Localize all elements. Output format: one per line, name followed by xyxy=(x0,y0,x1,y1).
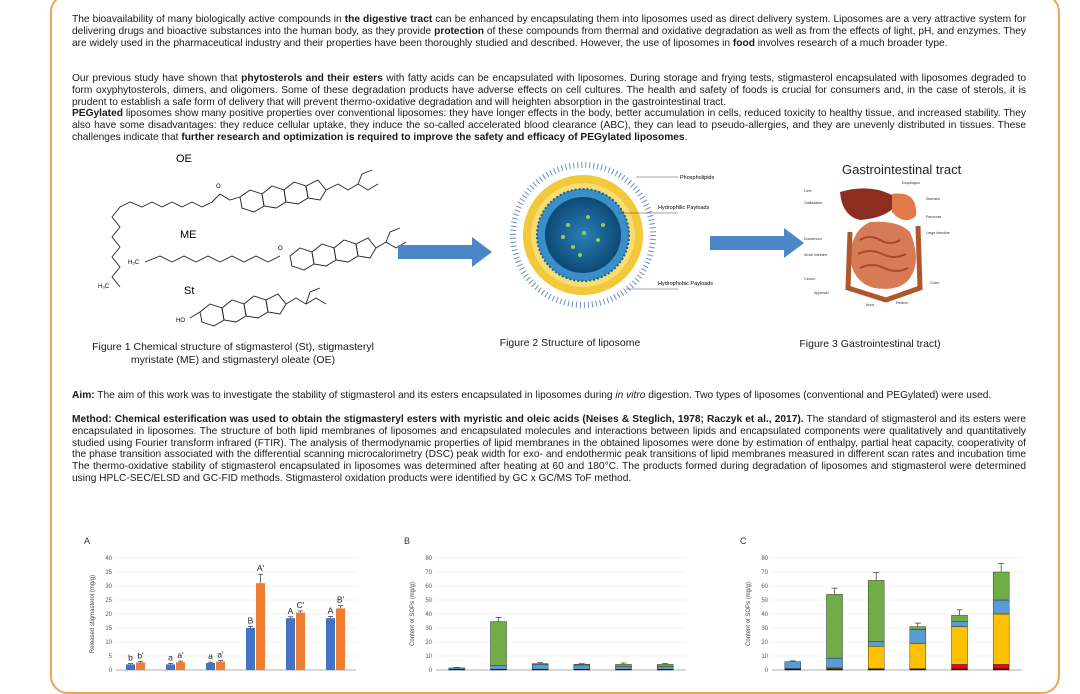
label-appendix: Appendix xyxy=(814,291,829,295)
p1-run: protection xyxy=(434,25,484,37)
p1-run: of these compounds from thermal and oxidative degradation as well as from the effects of light, pH, and enzymes. They are widely used in the pharmaceutical industry and their properties have been thoroughly studied and described. However, the use of liposomes in xyxy=(72,25,1027,49)
p3-run: . xyxy=(684,131,688,143)
bar-segment xyxy=(532,664,548,669)
y-tick-label: 10 xyxy=(425,654,432,660)
label-duodenum: Duodenum xyxy=(804,237,822,241)
intro-paragraph-3 xyxy=(72,108,1026,143)
data-label: B xyxy=(247,615,254,626)
label-oe: OE xyxy=(176,153,192,165)
p3-run: further research and optimization is required to improve the safety and efficacy of PEGylated liposomes xyxy=(181,131,685,143)
data-label: a xyxy=(168,652,173,663)
bar xyxy=(126,664,135,670)
arrow-2-icon xyxy=(710,228,806,258)
bar-segment xyxy=(491,622,507,666)
data-label: a' xyxy=(217,649,224,660)
label-small-intestine: Small intestine xyxy=(804,253,828,257)
p1-run: food xyxy=(732,37,755,49)
bar-segment xyxy=(449,668,465,669)
y-tick-label: 70 xyxy=(761,570,768,576)
bar-segment xyxy=(785,669,801,670)
y-tick-label: 10 xyxy=(761,654,768,660)
label-stomach: Stomach xyxy=(926,197,941,201)
y-tick-label: 35 xyxy=(105,570,112,576)
y-tick-label: 20 xyxy=(105,612,112,618)
bar xyxy=(296,613,305,670)
aim-run: digestion. Two types of liposomes (conventional and PEGylated) were used. xyxy=(645,390,992,401)
label-h3c-me: H₃C xyxy=(128,260,140,266)
y-tick-label: 50 xyxy=(425,598,432,604)
label-esophagus: Esophagus xyxy=(902,181,920,185)
figure-3-caption: Figure 3 Gastrointestinal tract) xyxy=(799,338,941,350)
label-hydrophobic: Hydrophobic Payloads xyxy=(658,281,714,287)
figure-2-caption: Figure 2 Structure of liposome xyxy=(499,337,641,349)
bar-segment xyxy=(574,665,590,669)
aim-paragraph xyxy=(72,390,1026,402)
bar-segment xyxy=(952,615,968,621)
y-tick-label: 60 xyxy=(425,584,432,590)
label-cecum: Cecum xyxy=(804,277,816,281)
bar-segment xyxy=(574,664,590,665)
p2-run: with fatty acids can be encapsulated with liposomes. During storage and frying tests, stigmasterol encapsulated with liposomes degraded to form oxyphytosterols, dimers, and oligomers. Some of these degradation products have adverse effects on cell cultures. The health and safety of foods is crucial for consumers and, in the case of sterols, it is prudent to establish a safe form of delivery that will prevent thermo-oxidative degradation and will heighten absorption in the gastrointestinal tract. xyxy=(72,73,1026,108)
panel-label: B xyxy=(404,536,411,546)
p3-run: PEGylated xyxy=(72,108,123,119)
data-label: a' xyxy=(177,650,184,661)
y-tick-label: 25 xyxy=(105,598,112,604)
p2-run: Our previous study have shown that xyxy=(72,73,242,84)
bar xyxy=(216,662,225,670)
bar-segment xyxy=(952,664,968,668)
gi-title: Gastrointestinal tract xyxy=(842,162,962,177)
bar xyxy=(336,608,345,670)
p2-run: phytosterols and their esters xyxy=(241,73,383,84)
label-st: St xyxy=(184,285,195,297)
y-tick-label: 30 xyxy=(105,584,112,590)
figure-1-caption: Figure 1 Chemical structure of stigmasterol (St), stigmasteryl myristate (ME) and stigmasteryl oleate (OE) xyxy=(92,341,374,366)
y-tick-label: 20 xyxy=(761,640,768,646)
bar-segment xyxy=(910,627,926,630)
label-phospholipids: Phospholipids xyxy=(680,175,715,181)
method-text: The standard of stigmasterol and its esters were encapsulated in liposomes. The structure of both lipid membranes of liposomes and encapsulated molecules and interactions between lipids and encapsulated components were qualitatively and quantitatively studied using Fourier transform infrared (FTIR). The analysis of thermodynamic properties of lipid membranes in the obtained liposomes were done by estimation of enthalpy, partial heat capacity, cooperativity of the phase transition associated with the differential scanning microcalorimetry (DSC) peak width for exo- and endothermic peak transitions of lipid membranes measured in different scan rates and incubation time The thermo-oxidative stability of stigmasterol encapsulated in liposomes was determined after heating at 60 and 180°C. The products formed during degradation of liposomes and stigmasterol were determined using HPLC-SEC/ELSD and GC-FID methods. Stigmasterol oxidation products were identified by GC x GC/MS ToF method. xyxy=(72,414,1026,484)
data-label: C' xyxy=(296,599,305,610)
y-tick-label: 40 xyxy=(425,612,432,618)
label-hydrophilic: Hydrophilic Payloads xyxy=(658,205,710,211)
y-tick-label: 15 xyxy=(105,626,112,632)
data-label: A xyxy=(287,605,294,616)
p1-run: The bioavailability of many biologically active compounds in xyxy=(72,14,345,25)
p1-run: can be enhanced by encapsulating them into liposomes used as direct delivery system. Liposomes are a very attractive system for delivering drugs and bioactive substances into the human body, as they provide xyxy=(72,14,1026,37)
intro-paragraph-1 xyxy=(72,14,1026,49)
y-tick-label: 5 xyxy=(108,654,112,660)
bar-segment xyxy=(952,622,968,627)
bar-segment xyxy=(491,666,507,670)
bar-segment xyxy=(532,664,548,665)
chart-c xyxy=(732,532,1032,675)
p1-run: involves research of a much broader type. xyxy=(754,37,948,49)
data-label: b xyxy=(128,652,133,663)
bar xyxy=(326,618,335,670)
bar-segment xyxy=(993,669,1009,670)
data-label: a xyxy=(208,651,213,662)
bar-segment xyxy=(868,646,884,668)
aim-label: Aim: xyxy=(72,390,95,401)
bar-segment xyxy=(785,662,801,669)
bar xyxy=(246,628,255,670)
p1-run: the digestive tract xyxy=(344,14,433,25)
figure-3-gi-tract xyxy=(800,160,970,310)
label-anus: Anus xyxy=(866,303,875,307)
label-colon: Colon xyxy=(930,281,940,285)
bar xyxy=(136,662,145,670)
y-tick-label: 60 xyxy=(761,584,768,590)
arrow-1-icon xyxy=(398,237,494,267)
bar-segment xyxy=(952,669,968,670)
y-tick-label: 0 xyxy=(428,668,432,674)
bar xyxy=(206,663,215,670)
label-pancreas: Pancreas xyxy=(926,215,942,219)
y-tick-label: 30 xyxy=(761,626,768,632)
panel-label: C xyxy=(740,536,747,546)
chart-a xyxy=(76,532,362,675)
bar-segment xyxy=(952,627,968,665)
bar xyxy=(286,618,295,670)
label-o-oe: O xyxy=(216,184,221,190)
bar-segment xyxy=(868,669,884,670)
y-axis-label: Released stigmasterol (mg/g) xyxy=(90,574,96,654)
bar-segment xyxy=(993,572,1009,600)
y-axis-label: Content of SOPs (mg/g) xyxy=(746,581,752,647)
intro-paragraph-2 xyxy=(72,73,1026,108)
bar-segment xyxy=(910,669,926,670)
y-tick-label: 30 xyxy=(425,626,432,632)
label-ho: HO xyxy=(176,318,185,324)
bar-segment xyxy=(657,667,673,669)
bar-segment xyxy=(993,614,1009,664)
y-tick-label: 80 xyxy=(425,556,432,562)
y-tick-label: 70 xyxy=(425,570,432,576)
y-tick-label: 0 xyxy=(108,668,112,674)
data-label: A' xyxy=(256,563,265,574)
bar-segment xyxy=(827,658,843,668)
bar-segment xyxy=(993,600,1009,614)
y-tick-label: 50 xyxy=(761,598,768,604)
method-label: Method: Chemical esterification was used to obtain the stigmasteryl esters with myristic and oleic acids (Neises & Steglich, 1978; Raczyk et al., 2017). xyxy=(72,414,804,425)
aim-run: The aim of this work was to investigate the stability of stigmasterol and its esters encapsulated in liposomes during xyxy=(94,390,616,401)
label-large-intestine: Large intestine xyxy=(926,231,950,235)
bar-segment xyxy=(827,594,843,658)
y-tick-label: 0 xyxy=(764,668,768,674)
bar xyxy=(256,583,265,670)
bar-segment xyxy=(910,643,926,668)
bar-segment xyxy=(868,580,884,641)
bar-segment xyxy=(868,641,884,646)
label-h3c-oe: H₃C xyxy=(98,284,110,290)
label-liver: Liver xyxy=(804,189,812,193)
chart-b xyxy=(396,532,682,675)
label-o-me: O xyxy=(278,246,283,252)
bar-segment xyxy=(657,664,673,666)
label-gallbladder: Gallbladder xyxy=(804,201,823,205)
data-label: A xyxy=(327,605,334,616)
y-tick-label: 20 xyxy=(425,640,432,646)
figure-2-liposome xyxy=(508,155,715,315)
panel-label: A xyxy=(84,536,91,546)
bar-segment xyxy=(910,629,926,643)
label-me: ME xyxy=(180,229,197,241)
bar-segment xyxy=(616,667,632,669)
y-tick-label: 40 xyxy=(761,612,768,618)
y-tick-label: 10 xyxy=(105,640,112,646)
figure-1-structures xyxy=(90,152,420,337)
bar-segment xyxy=(827,669,843,670)
bar xyxy=(176,662,185,670)
label-rectum: Rectum xyxy=(896,301,909,305)
data-label: B' xyxy=(336,594,345,605)
data-label: b' xyxy=(137,650,144,661)
y-tick-label: 40 xyxy=(105,556,112,562)
y-tick-label: 80 xyxy=(761,556,768,562)
method-paragraph xyxy=(72,414,1026,485)
aim-run: in vitro xyxy=(615,390,646,401)
bar-segment xyxy=(616,664,632,666)
y-axis-label: Content of SOPs (mg/g) xyxy=(410,581,416,647)
bar-segment xyxy=(993,664,1009,668)
p3-run: liposomes show many positive properties over conventional liposomes: they have longer effects in the body, better accumulation in cells, reduced toxicity to healthy tissue, and increased stability. They also have some disadvantages: they reduce cellular uptake, they induce the so-called accelerated blood clearance (ABC), they can lead to pseudo-allergies, and they are unevenly distributed in tissues. These challenges indicate that xyxy=(72,108,1026,143)
bar xyxy=(166,664,175,670)
